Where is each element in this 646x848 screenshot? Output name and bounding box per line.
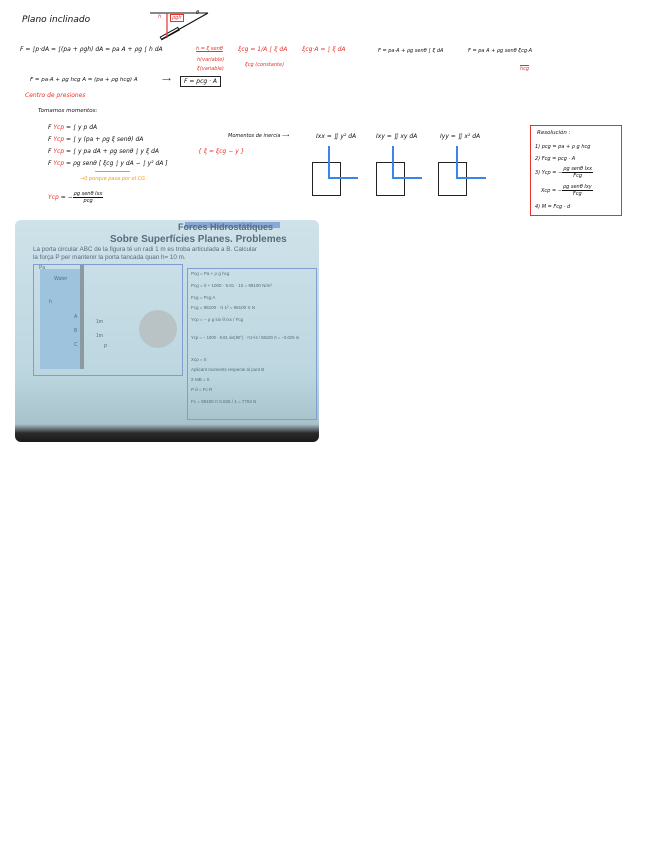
- iyy-y-axis: [456, 146, 458, 178]
- sol-line: Ycp = − ρ g sin θ Ixx / Fcg: [191, 317, 244, 322]
- h-relation: h = ξ senθ: [196, 46, 223, 52]
- pgh-label: ρgh: [172, 15, 182, 21]
- h-label-slide: h: [49, 299, 52, 305]
- problem-text-2: la força P per mantenir la porta tancada quan h= 10 m.: [33, 254, 186, 261]
- momentos-heading: Tomamos momentos:: [38, 108, 98, 114]
- force-p-label: P: [104, 344, 108, 350]
- moment-line-1: F Ycp = ∫ y p dA: [48, 124, 98, 131]
- point-c: C: [74, 342, 78, 348]
- ixx-formula: Ixx = ∬ y² dA: [316, 133, 357, 140]
- ixy-y-axis: [392, 146, 394, 178]
- sol-line: P d = Fc R: [191, 387, 213, 392]
- moment-line-4: F Ycp = ρg senθ [ ξcg ∫ y dA − ∫ y² dA ]: [48, 160, 168, 167]
- slide-title-2: Sobre Superfícies Planes. Problemes: [110, 234, 287, 245]
- moment-line-3: F Ycp = ∫ y pa dA + ρg senθ ∫ y ξ dA: [48, 148, 160, 155]
- moment-line-2: F Ycp = ∫ y (pa + ρg ξ senθ) dA: [48, 136, 144, 143]
- problem-text-1: La porta circular ABC de la figura té un radi 1 m es troba articulada a B. Calcular: [33, 246, 258, 253]
- xi-substitution: { ξ = ξcg − y }: [198, 148, 245, 155]
- recap-step-4: 4) M = Fcg · d: [535, 204, 571, 210]
- force-integral: F = ∫p·dA = ∫(pa + ρgh) dA = pa A + ρg ∫ h dA: [20, 46, 163, 53]
- sol-line: Fc = 98100 π 0.025 / 1 = 7704 N: [191, 399, 257, 404]
- dim-1m-top: 1m: [96, 319, 103, 325]
- force-step2: F = pa·A + ρg senθ ∫ ξ dA: [378, 48, 444, 54]
- pa-label: Pa: [39, 265, 46, 271]
- xi-variable: ξ(variable): [197, 66, 224, 72]
- arrow: ⟶: [162, 76, 171, 83]
- figure-panel: [33, 264, 183, 376]
- ixx-y-axis: [328, 146, 330, 178]
- point-a: A: [74, 314, 78, 320]
- sol-line: Aplicant moments respecte al punt B: [191, 367, 265, 372]
- cg-note: →0 porque pasa por el CG: [80, 176, 146, 182]
- iyy-x-axis: [456, 177, 486, 179]
- recap-step-1: 1) pcg = pa + ρ g hcg: [535, 144, 591, 150]
- xi-cg-result: ξcg·A = ∫ ξ dA: [302, 46, 346, 53]
- wall: [80, 265, 84, 369]
- ixy-area-diagram: [376, 162, 405, 196]
- force-step3: F = pa A + ρg senθ ξcg·A: [468, 48, 533, 54]
- sol-line: Fcg = 98100 · π 1² = 98100 π N: [191, 305, 255, 310]
- xi-cg-definition: ξcg = 1/A ∫ ξ dA: [238, 46, 288, 53]
- dim-1m-bottom: 1m: [96, 333, 103, 339]
- sol-line: Pcg = 0 + 1000 · 9.81 · 10 = 98100 N/m²: [191, 283, 272, 288]
- centro-presiones-heading: Centro de presiones: [25, 92, 86, 99]
- lecture-slide-photo: [15, 220, 319, 442]
- sol-line: Ycp = − 1000 · 9.81 sin(90°) · π1⁴/4 / 98100 π = −0.025 m: [191, 335, 300, 340]
- recap-title: Resolución :: [537, 130, 571, 136]
- angle-label: θ: [196, 10, 200, 16]
- solution-panel: [187, 268, 317, 420]
- underline: [95, 171, 130, 172]
- recap-step-3b: Xcp = − $\frac{\text{ρg senθ Ixy}}{\text{Fcg}}$: [541, 184, 592, 197]
- recap-step-3: 3) Ycp = − $\frac{\text{ρg senθ Ixx}}{\text{Fcg}}$: [535, 166, 593, 179]
- hcg-label: hcg: [520, 66, 530, 72]
- title: Plano inclinado: [22, 15, 91, 25]
- force-step4: F = pa·A + ρg hcg A = (pa + ρg hcg) A: [30, 77, 138, 83]
- iyy-formula: Iyy = ∬ x² dA: [440, 133, 481, 140]
- water-label: Water: [54, 276, 68, 282]
- ixy-x-axis: [392, 177, 422, 179]
- force-result-boxed: F = pcg · A: [180, 76, 221, 87]
- recap-step-2: 2) Fcg = pcg · A: [535, 156, 576, 162]
- sol-line: Σ MB = 0: [191, 377, 210, 382]
- resolution-box: [530, 125, 622, 216]
- ixx-area-diagram: [312, 162, 341, 196]
- slide-title-1: Forces Hidrostàtiques: [178, 222, 274, 232]
- sol-line: Xcp = 0: [191, 357, 207, 362]
- sol-line: Fcg = Pcg A: [191, 295, 216, 300]
- inertia-label: Momentos de inercia ⟶: [228, 133, 290, 139]
- iyy-area-diagram: [438, 162, 467, 196]
- ixy-formula: Ixy = ∬ xy dA: [376, 133, 418, 140]
- point-b: B: [74, 328, 78, 334]
- h-label: h: [158, 14, 162, 20]
- h-variable: h(variable): [197, 57, 225, 63]
- circular-gate: [139, 310, 177, 348]
- ycp-formula: Ycp = − $\frac{\text{ρg senθ Ixx}}{\text{pcg}}$: [48, 191, 103, 204]
- xi-cg-constant: ξcg (constante): [245, 62, 285, 68]
- sol-line: Pcg = Pa + ρ g hcg: [191, 271, 230, 276]
- ixx-x-axis: [328, 177, 358, 179]
